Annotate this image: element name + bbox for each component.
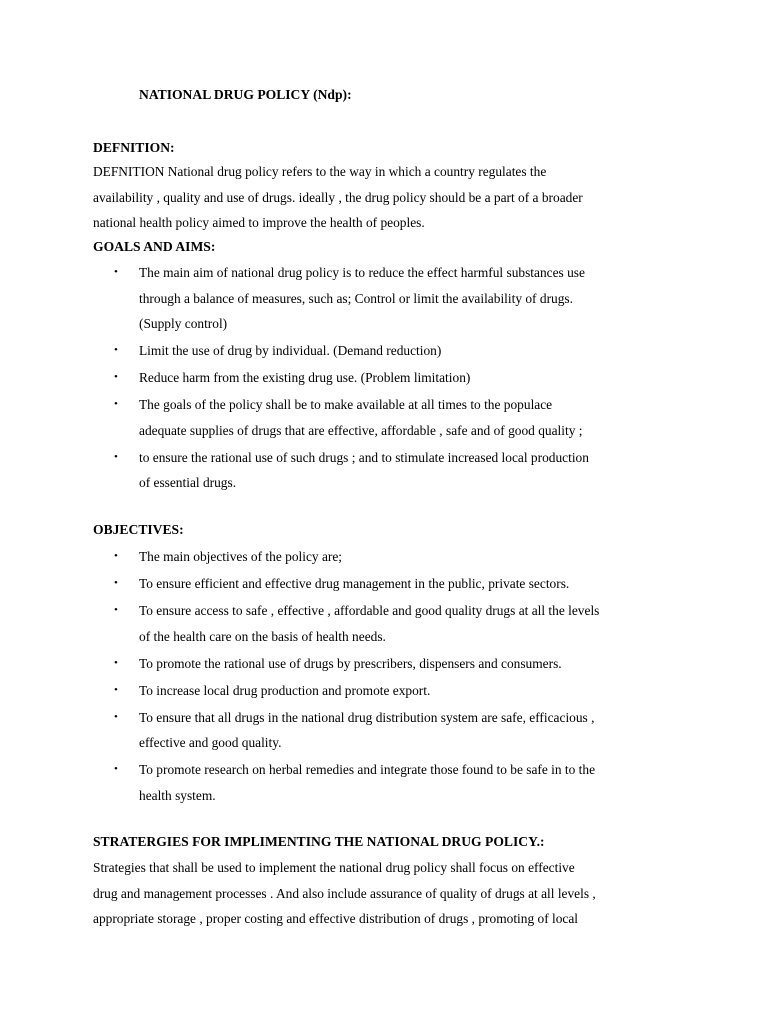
list-item-line: Limit the use of drug by individual. (Demand reduction): [139, 343, 442, 358]
list-item: [93, 705, 693, 756]
list-item-line: Reduce harm from the existing drug use. (Problem limitation): [139, 370, 471, 385]
goals-list: [93, 260, 693, 497]
bullet-icon: •: [114, 398, 118, 410]
list-item: [93, 544, 693, 570]
list-item: [93, 392, 693, 443]
paragraph-line: Strategies that shall be used to implement the national drug policy shall focus on effective: [93, 860, 575, 875]
definition-heading: DEFNITION:: [93, 140, 175, 155]
paragraph-line: availability , quality and use of drugs. ideally , the drug policy should be a part of a broader: [93, 189, 583, 205]
list-item-line: to ensure the rational use of such drugs ; and to stimulate increased local production: [139, 449, 589, 465]
bullet-icon: •: [114, 371, 118, 383]
definition-paragraph: [93, 159, 693, 236]
list-item-line: health system.: [139, 787, 216, 803]
list-item-line: The main objectives of the policy are;: [139, 549, 343, 564]
list-item-line: of essential drugs.: [139, 475, 237, 490]
list-item: [93, 445, 693, 496]
list-item-line: To promote research on herbal remedies and integrate those found to be safe in to the: [139, 762, 596, 777]
list-item-line: To promote the rational use of drugs by prescribers, dispensers and consumers.: [139, 655, 562, 671]
bullet-icon: •: [114, 266, 118, 278]
list-item: [93, 365, 693, 391]
bullet-icon: •: [114, 577, 118, 589]
paragraph-line: DEFNITION National drug policy refers to the way in which a country regulates the: [93, 164, 547, 179]
objectives-list: [93, 544, 693, 810]
list-item-line: To increase local drug production and promote export.: [139, 682, 431, 698]
bullet-icon: •: [114, 344, 118, 356]
bullet-icon: •: [114, 710, 118, 723]
paragraph-line: national health policy aimed to improve the health of peoples.: [93, 215, 425, 230]
list-item-line: effective and good quality.: [139, 735, 282, 750]
bullet-icon: •: [114, 683, 118, 696]
document-title: NATIONAL DRUG POLICY (Ndp):: [139, 87, 352, 102]
bullet-icon: •: [114, 656, 118, 669]
bullet-icon: •: [114, 550, 118, 562]
list-item-line: through a balance of measures, such as; Control or limit the availability of drugs.: [139, 290, 573, 306]
list-item: [93, 757, 693, 808]
list-item-line: The goals of the policy shall be to make available at all times to the populace: [139, 397, 553, 412]
paragraph-line: drug and management processes . And also include assurance of quality of drugs at all levels ,: [93, 885, 596, 901]
bullet-icon: •: [114, 763, 118, 775]
list-item: [93, 678, 693, 704]
list-item-line: of the health care on the basis of health needs.: [139, 628, 386, 644]
list-item: [93, 598, 693, 649]
list-item-line: adequate supplies of drugs that are effective, affordable , safe and of good quality ;: [139, 422, 583, 438]
bullet-icon: •: [114, 450, 118, 463]
list-item: [93, 338, 693, 364]
list-item-line: To ensure efficient and effective drug management in the public, private sectors.: [139, 576, 570, 591]
objectives-heading: OBJECTIVES:: [93, 522, 184, 537]
bullet-icon: •: [114, 604, 118, 616]
list-item-line: To ensure that all drugs in the national drug distribution system are safe, efficacious ,: [139, 709, 595, 725]
goals-heading: GOALS AND AIMS:: [93, 239, 216, 254]
list-item-line: (Supply control): [139, 316, 228, 331]
paragraph-line: appropriate storage , proper costing and effective distribution of drugs , promoting of local: [93, 911, 579, 926]
strategies-paragraph: [93, 855, 693, 932]
list-item: [93, 651, 693, 677]
list-item-line: The main aim of national drug policy is to reduce the effect harmful substances use: [139, 265, 585, 280]
strategies-heading: STRATERGIES FOR IMPLIMENTING THE NATIONAL DRUG POLICY.:: [93, 834, 545, 849]
list-item-line: To ensure access to safe , effective , affordable and good quality drugs at all the levels: [139, 603, 600, 618]
list-item: [93, 260, 693, 337]
list-item: [93, 571, 693, 597]
